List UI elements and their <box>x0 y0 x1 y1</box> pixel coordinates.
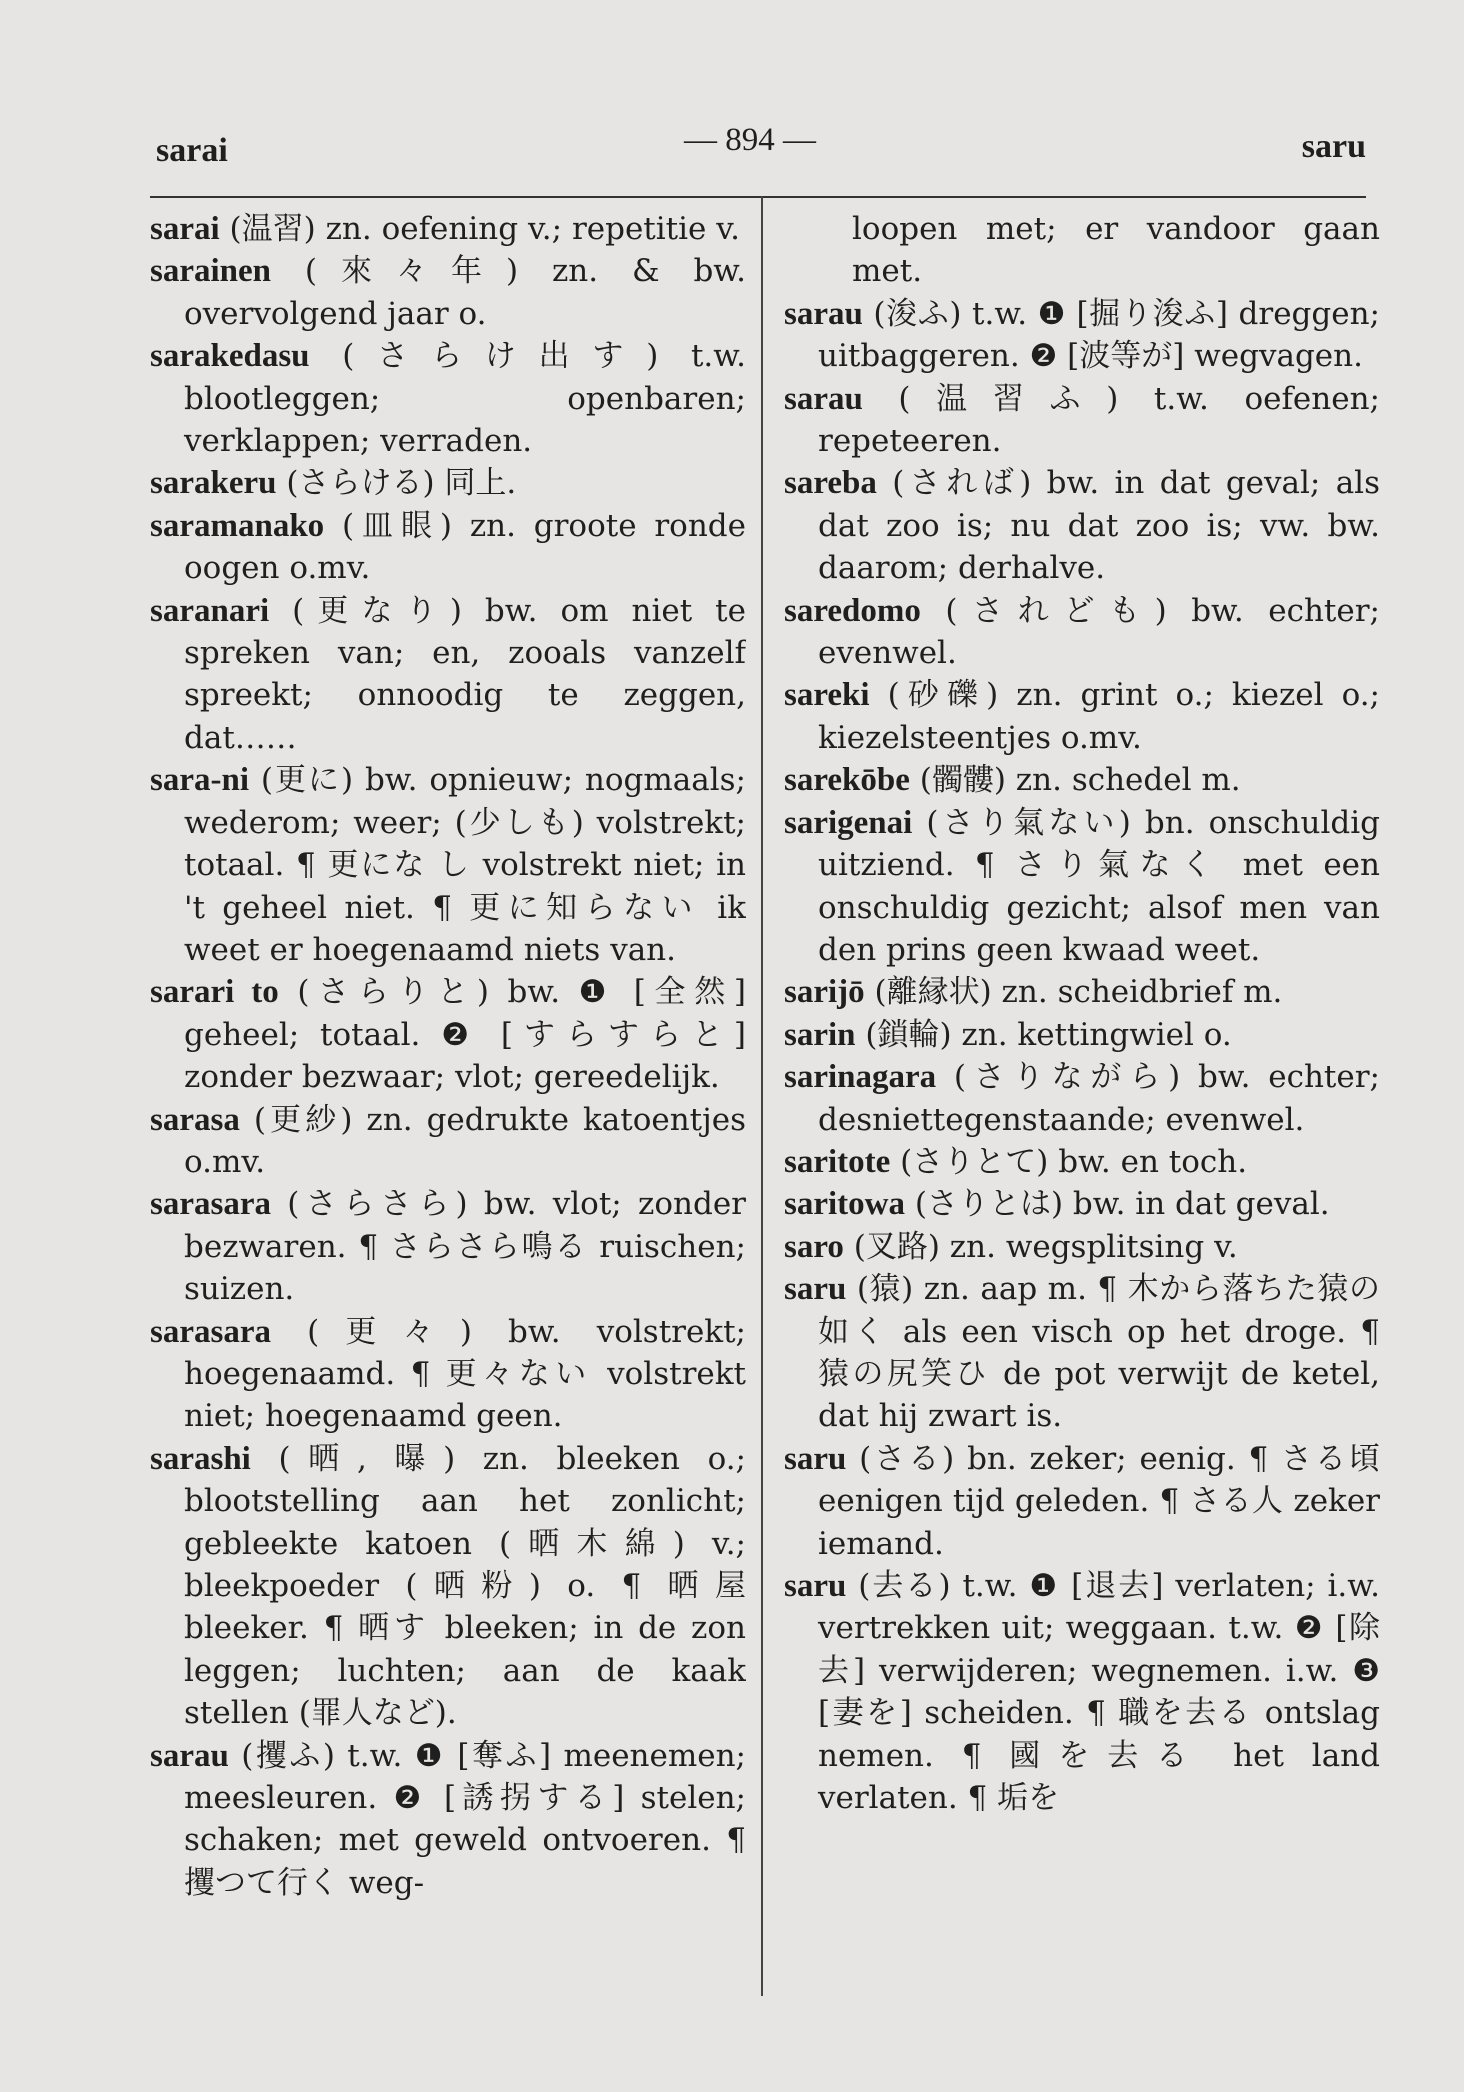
entry-headword: saru <box>784 1568 847 1604</box>
dictionary-entry <box>784 462 1380 589</box>
dictionary-entry <box>150 505 746 590</box>
entry-body: (攫ふ) t.w. ❶ [奪ふ] meenemen; meesleuren. ❷ [誘拐する] stelen; schaken; met geweld ontvoeren. ¶ 攫つて行く weg- <box>184 1737 746 1901</box>
dictionary-entry <box>150 208 746 250</box>
entry-body: (鎖輪) zn. kettingwiel o. <box>865 1016 1232 1053</box>
entry-headword: sarashi <box>150 1440 251 1477</box>
entry-body: (さりながら) bw. echter; desniettegenstaande; evenwel. <box>818 1059 1380 1138</box>
dictionary-entry <box>150 250 746 335</box>
entry-body: (温習ふ) t.w. oefenen; repeteeren. <box>818 380 1380 460</box>
entry-body: (更紗) zn. gedrukte katoentjes o.mv. <box>184 1101 746 1180</box>
entry-body: (さらりと) bw. ❶ [全然] geheel; totaal. ❷ [すらすらと] zonder bezwaar; vlot; gereedelijk. <box>184 974 746 1096</box>
entry-body: (髑髏) zn. schedel m. <box>919 762 1241 799</box>
entry-headword: saranari <box>150 592 270 629</box>
entry-headword: saru <box>784 1271 847 1308</box>
header-rule <box>150 196 1366 198</box>
entry-body: (晒, 曝) zn. bleeken o.; blootstelling aan het zonlicht; gebleekte katoen (晒木綿) v.; bleekpoeder (晒粉) o. ¶ 晒屋 bleeker. ¶ 晒す bleeken; in de zon leggen; luchten; aan de kaak stellen (罪人など). <box>184 1440 746 1732</box>
entry-body: loopen met; er vandoor gaan met. <box>852 211 1380 290</box>
entry-body: (皿眼) zn. groote ronde oogen o.mv. <box>184 507 746 587</box>
entry-body: (猿) zn. aap m. ¶ 木から落ちた猿の如く als een visch op het droge. ¶ 猿の尻笑ひ de pot verwijt de ketel, dat hij zwart is. <box>818 1271 1380 1435</box>
entry-body: (さりとは) bw. in dat geval. <box>914 1186 1330 1223</box>
dictionary-entry <box>784 1014 1380 1056</box>
dictionary-entry <box>784 1268 1380 1438</box>
entry-body: (叉路) zn. wegsplitsing v. <box>853 1228 1238 1265</box>
entry-headword: sarakedasu <box>150 338 310 375</box>
dictionary-entry <box>784 590 1380 675</box>
entry-headword: sarasara <box>150 1313 271 1350</box>
entry-body: (されども) bw. echter; evenwel. <box>818 592 1380 672</box>
entry-body: (來々年) zn. & bw. overvolgend jaar o. <box>184 253 746 332</box>
entry-headword: saramanako <box>150 507 325 544</box>
entry-body: (更に) bw. opnieuw; nogmaals; wederom; weer; (少しも) volstrekt; totaal. ¶ 更にな し volstrekt niet; in 't geheel niet. ¶ 更に知らない ik weet er hoegenaamd niets van. <box>184 762 746 968</box>
entry-headword: saritowa <box>784 1186 905 1223</box>
dictionary-entry <box>784 1226 1380 1268</box>
entry-body: (されば) bw. in dat geval; als dat zoo is; nu dat zoo is; vw. bw. daarom; derhalve. <box>818 465 1380 587</box>
entry-headword: sarainen <box>150 253 272 290</box>
dictionary-entry <box>150 1735 746 1905</box>
entry-headword: sarau <box>150 1737 229 1774</box>
entry-body: (砂礫) zn. grint o.; kiezel o.; kiezelsteentjes o.mv. <box>818 677 1380 756</box>
dictionary-entry <box>784 1141 1380 1183</box>
entry-headword: sara-ni <box>150 762 249 799</box>
dictionary-entry <box>784 293 1380 378</box>
entry-headword: sarijō <box>784 974 865 1011</box>
left-running-headword: sarai <box>156 132 228 169</box>
dictionary-entry <box>150 462 746 504</box>
page-number: — 894 — <box>684 122 816 158</box>
entry-headword: saredomo <box>784 592 921 629</box>
dictionary-entry <box>150 1099 746 1184</box>
dictionary-entry <box>784 971 1380 1013</box>
entry-headword: sarin <box>784 1016 856 1053</box>
right-running-headword: saru <box>1301 128 1366 165</box>
entry-body: (離縁状) zn. scheidbrief m. <box>874 974 1283 1011</box>
dictionary-entry <box>784 1565 1380 1819</box>
entry-body: (去る) t.w. ❶ [退去] verlaten; i.w. vertrekken uit; weggaan. t.w. ❷ [除去] verwijderen; wegnemen. i.w. ❸ [妻を] scheiden. ¶ 職を去る ontslag nemen. ¶ 國を去る het land verlaten. ¶ 垢を <box>818 1568 1380 1817</box>
entry-headword: saritote <box>784 1143 891 1180</box>
entry-body: (さり氣ない) bn. onschuldig uitziend. ¶ さり氣なく met een onschuldig gezicht; alsof men van den prins geen kwaad weet. <box>818 804 1380 968</box>
dictionary-entry <box>150 1183 746 1310</box>
entry-headword: sarau <box>784 295 863 332</box>
dictionary-entry <box>150 759 746 971</box>
right-column <box>784 208 1380 1998</box>
entry-headword: sarari to <box>150 974 279 1011</box>
column-divider <box>761 196 763 1996</box>
entry-headword: sarau <box>784 380 863 417</box>
entry-headword: sarinagara <box>784 1059 937 1096</box>
entry-body: (さらける) 同上. <box>286 465 517 502</box>
dictionary-entry <box>150 590 746 760</box>
left-column <box>150 208 746 1998</box>
dictionary-entry <box>784 759 1380 801</box>
dictionary-entry <box>150 335 746 462</box>
entry-headword: sarai <box>150 211 220 247</box>
entry-body: (さらけ出す) t.w. blootleggen; openbaren; verklappen; verraden. <box>184 338 746 460</box>
dictionary-entry <box>784 378 1380 463</box>
entry-body: (さらさら) bw. vlot; zonder bezwaren. ¶ さらさら鳴る ruischen; suizen. <box>184 1186 746 1308</box>
dictionary-entry <box>784 674 1380 759</box>
dictionary-entry <box>784 1438 1380 1565</box>
entry-body: (さりとて) bw. en toch. <box>900 1143 1248 1180</box>
entry-continuation <box>818 208 1380 293</box>
entry-body: (浚ふ) t.w. ❶ [掘り浚ふ] dreggen; uitbaggeren. ❷ [波等が] wegvagen. <box>818 295 1380 375</box>
dictionary-entry <box>150 1438 746 1735</box>
dictionary-entry <box>150 971 746 1098</box>
dictionary-entry <box>784 1056 1380 1141</box>
entry-body: (温習) zn. oefening v.; repetitie v. <box>229 211 740 247</box>
dictionary-entry <box>784 1183 1380 1225</box>
page-header <box>152 122 1366 172</box>
entry-headword: saro <box>784 1228 844 1265</box>
dictionary-entry <box>150 1311 746 1438</box>
entry-headword: sarakeru <box>150 465 277 502</box>
entry-headword: sarasara <box>150 1186 271 1223</box>
entry-body: (さる) bn. zeker; eenig. ¶ さる頃 eenigen tijd geleden. ¶ さる人 zeker iemand. <box>818 1440 1380 1562</box>
entry-body: (更々) bw. volstrekt; hoegenaamd. ¶ 更々ない volstrekt niet; hoegenaamd geen. <box>184 1313 746 1435</box>
entry-headword: sarasa <box>150 1101 240 1138</box>
entry-headword: sareki <box>784 677 870 714</box>
entry-headword: saru <box>784 1440 847 1477</box>
dictionary-entry <box>784 802 1380 972</box>
entry-headword: sarekōbe <box>784 762 910 799</box>
entry-body: (更なり) bw. om niet te spreken van; en, zooals vanzelf spreekt; onnoodig te zeggen, dat…… <box>184 592 746 756</box>
entry-headword: sareba <box>784 465 877 502</box>
entry-headword: sarigenai <box>784 804 913 841</box>
